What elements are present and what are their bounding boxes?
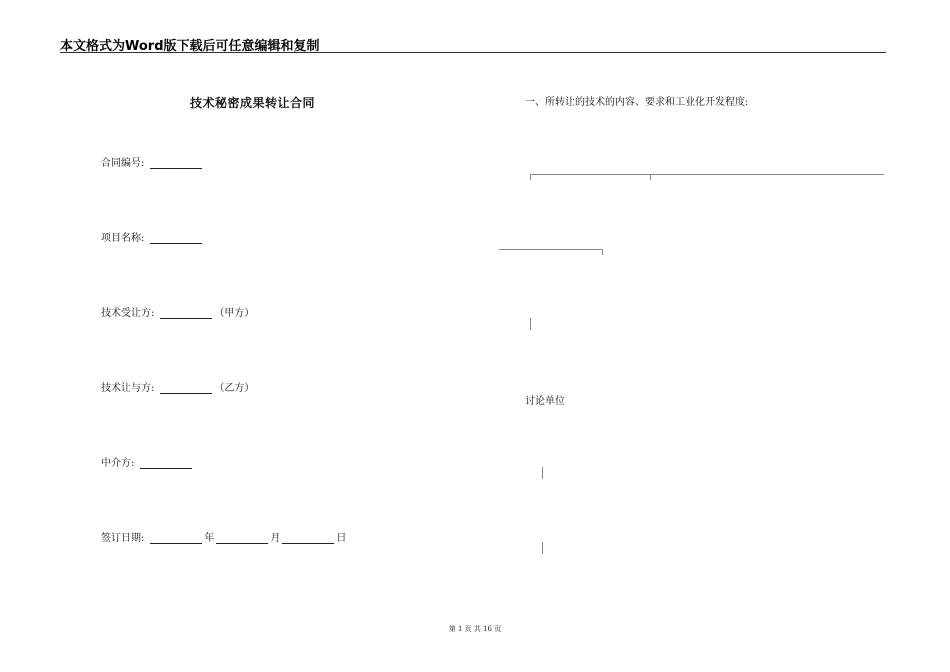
page-footer: 第 1 页 共 16 页 — [448, 625, 502, 633]
field-contract-no — [101, 154, 204, 169]
field-transferee — [101, 304, 254, 319]
transferor-blank[interactable] — [160, 383, 212, 394]
project-name-blank[interactable] — [150, 233, 202, 244]
project-name-label: 项目名称: — [101, 233, 145, 244]
table-fragment-1 — [530, 318, 531, 330]
transferee-label: 技术受让方: — [101, 308, 155, 319]
discussion-unit-label: 讨论单位 — [525, 396, 565, 407]
sign-date-label: 签订日期: — [101, 533, 145, 544]
sign-date-year-unit: 年 — [204, 533, 215, 544]
transferor-label: 技术让与方: — [101, 383, 155, 394]
table-rule-lower — [499, 249, 602, 250]
intermediary-label: 中介方: — [101, 458, 135, 469]
sign-date-month-blank[interactable] — [216, 533, 268, 544]
field-transferor — [101, 379, 254, 394]
sign-date-year-blank[interactable] — [150, 533, 202, 544]
document-title: 技术秘密成果转让合同 — [190, 96, 316, 110]
section-1-heading: 一、所转让的技术的内容、要求和工业化开发程度: — [525, 97, 749, 108]
table-rule-top — [530, 174, 884, 175]
sign-date-day-blank[interactable] — [282, 533, 334, 544]
table-tick-lower — [602, 249, 603, 255]
table-tick-mid — [650, 174, 651, 180]
header-rule — [60, 52, 886, 53]
transferee-blank[interactable] — [160, 308, 212, 319]
table-tick-left — [530, 174, 531, 180]
field-sign-date — [101, 529, 346, 544]
intermediary-blank[interactable] — [140, 458, 192, 469]
table-fragment-2 — [542, 467, 543, 479]
field-intermediary — [101, 454, 194, 469]
document-header-banner: 本文格式为Word版下载后可任意编辑和复制 — [60, 39, 320, 54]
contract-no-label: 合同编号: — [101, 158, 145, 169]
table-fragment-3 — [542, 542, 543, 554]
contract-no-blank[interactable] — [150, 158, 202, 169]
transferee-suffix: （甲方） — [214, 308, 255, 319]
sign-date-day-unit: 日 — [336, 533, 347, 544]
field-project-name — [101, 229, 204, 244]
transferor-suffix: （乙方） — [214, 383, 255, 394]
sign-date-month-unit: 月 — [270, 533, 281, 544]
